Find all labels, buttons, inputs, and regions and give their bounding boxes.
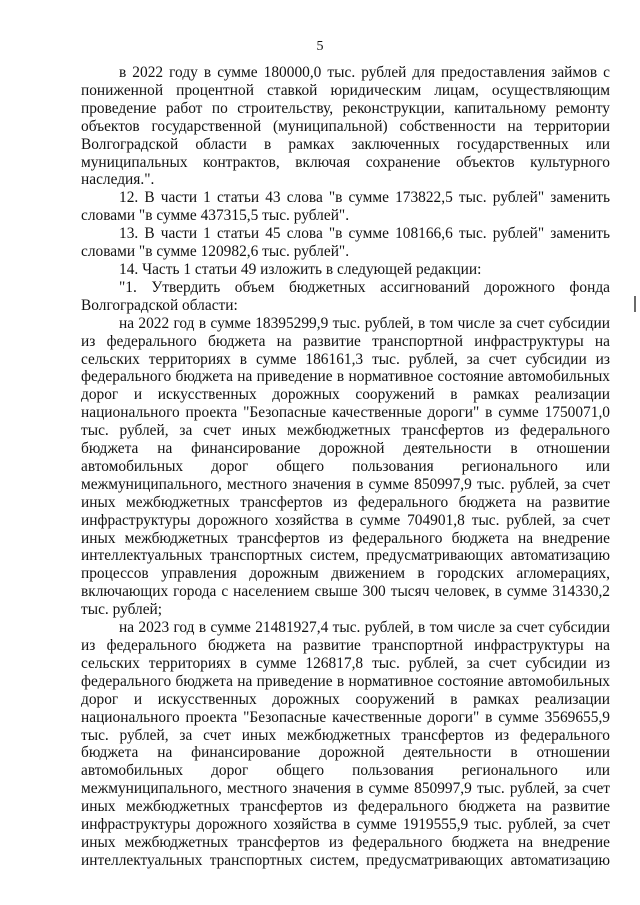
scan-margin-mark xyxy=(634,296,636,312)
paragraph-item-14: 14. Часть 1 статьи 49 изложить в следующей редакции: xyxy=(119,260,482,278)
document-body xyxy=(81,64,610,870)
paragraph-road-fund-2023: на 2023 год в сумме 21481927,4 тыс. рублей, в том числе за счет субсидии из федерального бюджета на развитие транспортной инфраструктуры на сельских территориях в сумме 126817,8 тыс. рублей, за счет субсидии из федерального бюджета на приведение в нормативное состояние автомобильных дорог и искусственных дорожных сооружений в рамках реализации национального проекта "Безопасные качественные дороги" в сумме 3569655,9 тыс. рублей, за счет иных межбюджетных трансфертов из федерального бюджета на финансирование дорожной деятельности в отношении автомобильных дорог общего пользования регионального или межмуниципального, местного значения в сумме 850997,9 тыс. рублей, за счет иных межбюджетных трансфертов из федерального бюджета на развитие инфраструктуры дорожного хозяйства в сумме 1919555,9 тыс. рублей, за счет иных межбюджетных трансфертов из федерального бюджета на внедрение интеллектуальных транспортных систем, предусматривающих автоматизацию xyxy=(81,619,610,869)
paragraph-road-fund-intro: "1. Утвердить объем бюджетных ассигнований дорожного фонда Волгоградской области: xyxy=(81,278,610,314)
paragraph-item-13: 13. В части 1 статьи 45 слова "в сумме 108166,6 тыс. рублей" заменить словами "в сумме 120982,6 тыс. рублей". xyxy=(81,225,610,261)
page-number: 5 xyxy=(316,39,324,54)
paragraph-item-12: 12. В части 1 статьи 43 слова "в сумме 173822,5 тыс. рублей" заменить словами "в сумме 437315,5 тыс. рублей". xyxy=(81,189,610,225)
paragraph-loans-2022: в 2022 году в сумме 180000,0 тыс. рублей для предоставления займов с пониженной процентной ставкой юридическим лицам, осуществляющим проведение работ по строительству, реконструкции, капитальному ремонту объектов государственной (муниципальной) собственности на территории Волгоградской области в рамках заключенных государственных или муниципальных контрактов, включая сохранение объектов культурного наследия.". xyxy=(81,64,610,189)
paragraph-road-fund-2022: на 2022 год в сумме 18395299,9 тыс. рублей, в том числе за счет субсидии из федерального бюджета на развитие транспортной инфраструктуры на сельских территориях в сумме 186161,3 тыс. рублей, за счет субсидии из федерального бюджета на приведение в нормативное состояние автомобильных дорог и искусственных дорожных сооружений в рамках реализации национального проекта "Безопасные качественные дороги" в сумме 1750071,0 тыс. рублей, за счет иных межбюджетных трансфертов из федерального бюджета на финансирование дорожной деятельности в отношении автомобильных дорог общего пользования регионального или межмуниципального, местного значения в сумме 850997,9 тыс. рублей, за счет иных межбюджетных трансфертов из федерального бюджета на развитие инфраструктуры дорожного хозяйства в сумме 704901,8 тыс. рублей, за счет иных межбюджетных трансфертов из федерального бюджета на внедрение интеллектуальных транспортных систем, предусматривающих автоматизацию процессов управления дорожным движением в городских агломерациях, включающих города с населением свыше 300 тысяч человек, в сумме 314330,2 тыс. рублей; xyxy=(81,314,610,619)
